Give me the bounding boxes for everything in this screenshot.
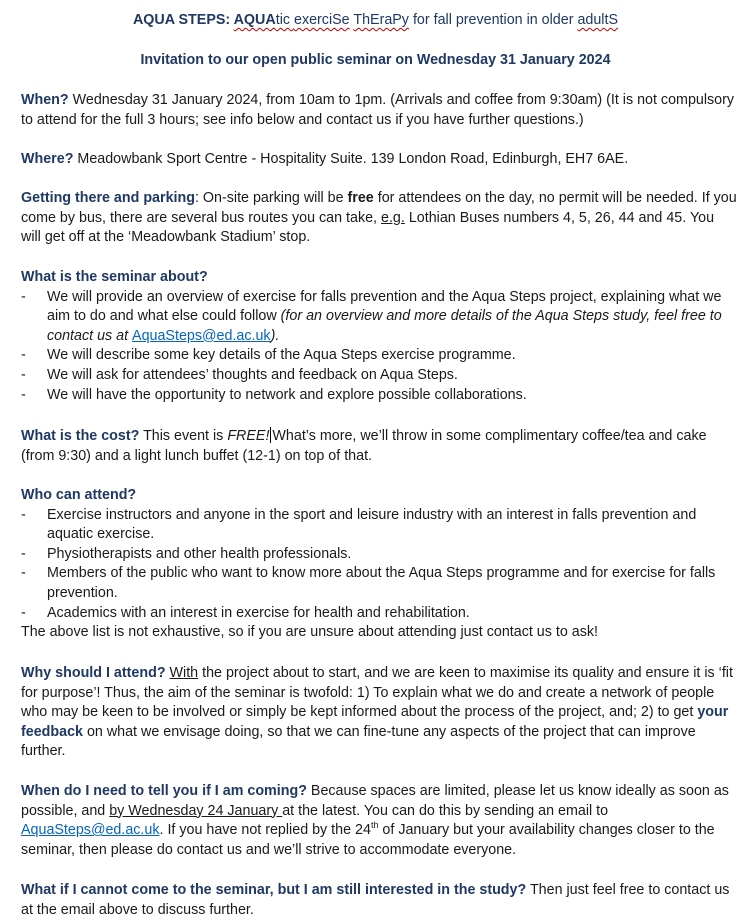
cost-paragraph: What is the cost? This event is FREE! What’s more, we’ll throw in some complimentary coffee/tea and cake (from 9:30) and a light lunch buffet (12-1) on top of that. [21, 428, 707, 464]
when-label: When? [21, 92, 69, 108]
invitation-heading: Invitation to our open public seminar on Wednesday 31 January 2024 [140, 52, 611, 68]
attend-note: The above list is not exhaustive, so if you are unsure about attending just contact us to ask! [21, 624, 598, 641]
attend-list [21, 506, 737, 624]
list-item: - Academics with an interest in exercise for health and rehabilitation. [21, 604, 737, 624]
document-title: AQUA STEPS: AQUAtic exerciSe ThEraPy for fall prevention in older adultS [132, 12, 618, 28]
about-heading: What is the seminar about? [21, 269, 208, 285]
parking-label: Getting there and parking [21, 190, 195, 206]
why-paragraph: Why should I attend? With the project about to start, and we are keen to maximise its quality and ensure it is ‘fit for purpose’! Thus, the aim of the seminar is twofold: 1) To explain what we do and create a network of people who may be keen to be involved or simply be kept informed about the process of the project, and; 2) to get your feedback on what we envisage doing, so that we can fine-tune any aspects of the project that can improve further. [21, 665, 733, 760]
email-link[interactable]: AquaSteps@ed.ac.uk [132, 327, 271, 344]
why-label: Why should I attend? [21, 665, 166, 681]
email-link[interactable]: AquaSteps@ed.ac.uk [21, 822, 160, 839]
list-item: - Exercise instructors and anyone in the sport and leisure industry with an interest in falls prevention and aquatic exercise. [21, 506, 737, 545]
cannot-paragraph: What if I cannot come to the seminar, but I am still interested in the study? Then just feel free to contact us at the email above to discuss further. [21, 882, 730, 918]
list-item: - Members of the public who want to know more about the Aqua Steps programme and for exercise for falls prevention. [21, 564, 737, 603]
cost-label: What is the cost? [21, 428, 140, 444]
about-list [21, 288, 737, 406]
cannot-label: What if I cannot come to the seminar, but I am still interested in the study? [21, 882, 527, 898]
when-paragraph: When? Wednesday 31 January 2024, from 10am to 1pm. (Arrivals and coffee from 9:30am) (It is not compulsory to attend for the full 3 hours; see info below and contact us if you have further questions.) [21, 92, 735, 128]
attend-heading: Who can attend? [21, 487, 137, 503]
rsvp-paragraph: When do I need to tell you if I am coming? Because spaces are limited, please let us know ideally as soon as possible, and by Wednesday 24 January at the latest. You can do this by sending an email to AquaSteps@ed.ac.uk. If you have not replied by the 24th of January but your availability changes closer to the seminar, then please do contact us and we’ll strive to accommodate everyone. [21, 783, 729, 858]
list-item: - We will describe some key details of the Aqua Steps exercise programme. [21, 346, 737, 366]
parking-paragraph: Getting there and parking: On-site parking will be free for attendees on the day, no permit will be needed. If you come by bus, there are several bus routes you can take, e.g. Lothian Buses numbers 4, 5, 26, 44 and 45. You will get off at the ‘Meadowbank Stadium’ stop. [21, 190, 737, 246]
where-label: Where? [21, 151, 74, 167]
list-item: - We will ask for attendees’ thoughts and feedback on Aqua Steps. [21, 366, 737, 386]
list-item: - Physiotherapists and other health professionals. [21, 545, 737, 565]
about-section [21, 268, 737, 405]
where-paragraph: Where? Meadowbank Sport Centre - Hospitality Suite. 139 London Road, Edinburgh, EH7 6AE. [21, 151, 629, 167]
list-item: - We will have the opportunity to network and explore possible collaborations. [21, 386, 737, 406]
rsvp-label: When do I need to tell you if I am coming? [21, 783, 307, 799]
attend-section [21, 486, 737, 643]
list-item: - We will provide an overview of exercise for falls prevention and the Aqua Steps project, explaining what we aim to do and what else could follow (for an overview and more details of the Aqua Steps study, feel free to contact us at AquaSteps@ed.ac.uk). [21, 288, 737, 347]
